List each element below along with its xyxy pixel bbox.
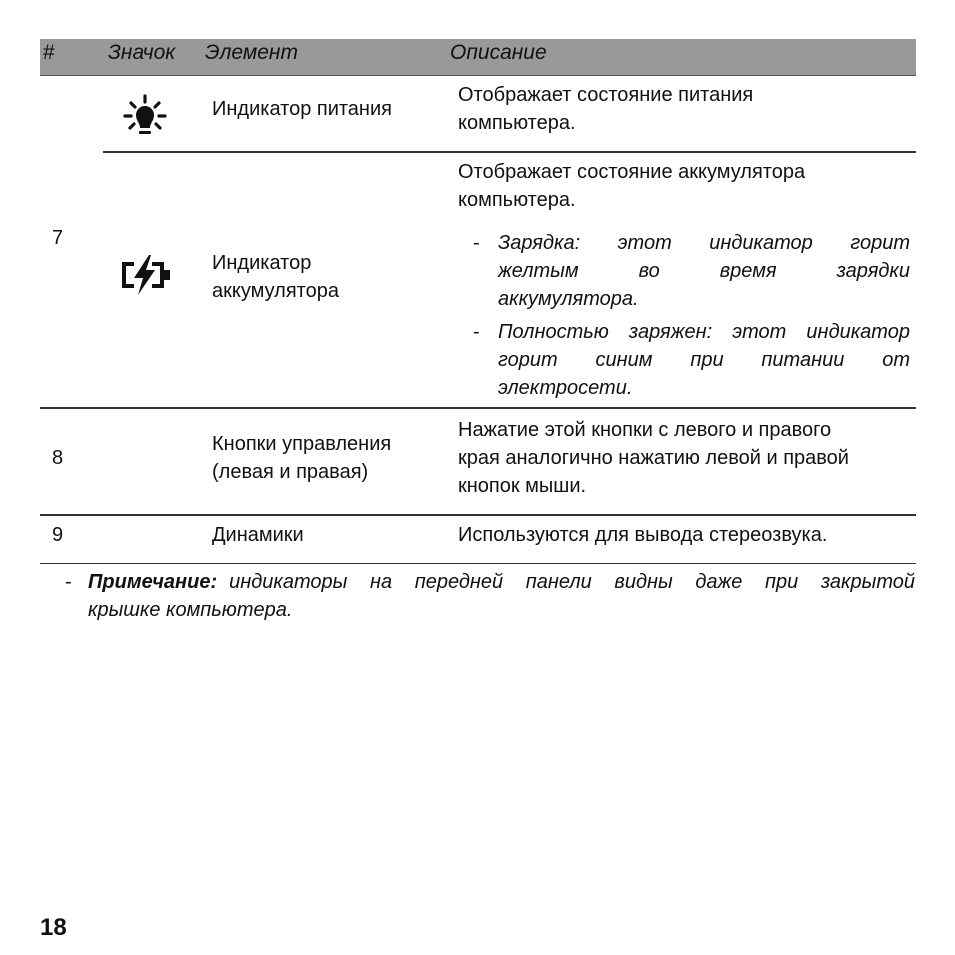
header-icon: Значок	[108, 41, 176, 64]
element-battery-line2: аккумулятора	[212, 280, 339, 302]
element-speakers: Динамики	[212, 524, 304, 546]
header-description: Описание	[450, 41, 547, 64]
row-number-7: 7	[52, 227, 64, 249]
element-battery-line1: Индикатор	[212, 252, 312, 274]
note-text-line1: индикаторы на передней панели видны даже при закрытой	[229, 571, 915, 593]
header-element: Элемент	[205, 41, 298, 64]
battery-charging-icon	[118, 253, 174, 297]
note-text-line2: крышке компьютера.	[88, 599, 293, 621]
note-line1	[88, 568, 915, 596]
bullet-charging-line3: аккумулятора.	[498, 288, 639, 310]
page-number: 18	[40, 914, 67, 941]
power-light-icon	[122, 94, 168, 140]
bullet-dash: -	[473, 321, 480, 343]
table-bottom-rule	[40, 563, 916, 564]
desc-buttons-line1: Нажатие этой кнопки с левого и правого	[458, 419, 832, 441]
row-divider	[40, 514, 916, 516]
table-header	[40, 39, 916, 76]
bullet-dash: -	[473, 232, 480, 254]
element-buttons-line1: Кнопки управления	[212, 433, 392, 455]
element-power-indicator: Индикатор питания	[212, 98, 392, 120]
desc-battery-line2: компьютера.	[458, 189, 576, 211]
bullet-full-line3: электросети.	[498, 377, 633, 399]
desc-power-line1: Отображает состояние питания	[458, 84, 754, 106]
desc-buttons-line3: кнопок мыши.	[458, 475, 587, 497]
desc-buttons-line2: края аналогично нажатию левой и правой	[458, 447, 849, 469]
bullet-charging-line2: желтым во время зарядки	[498, 260, 910, 282]
desc-speakers: Используются для вывода стереозвука.	[458, 524, 828, 546]
note-label: Примечание:	[88, 571, 218, 593]
note-dash: -	[65, 571, 72, 593]
bullet-full-line2: горит синим при питании от	[498, 349, 910, 371]
row-divider	[40, 407, 916, 409]
element-buttons-line2: (левая и правая)	[212, 461, 369, 483]
header-num: #	[43, 41, 55, 64]
desc-power-line2: компьютера.	[458, 112, 576, 134]
row-divider	[103, 151, 916, 153]
desc-battery-line1: Отображает состояние аккумулятора	[458, 161, 806, 183]
row-number-8: 8	[52, 447, 64, 469]
row-number-9: 9	[52, 524, 64, 546]
bullet-full-line1: Полностью заряжен: этот индикатор	[498, 321, 910, 343]
bullet-charging-line1: Зарядка: этот индикатор горит	[498, 232, 910, 254]
